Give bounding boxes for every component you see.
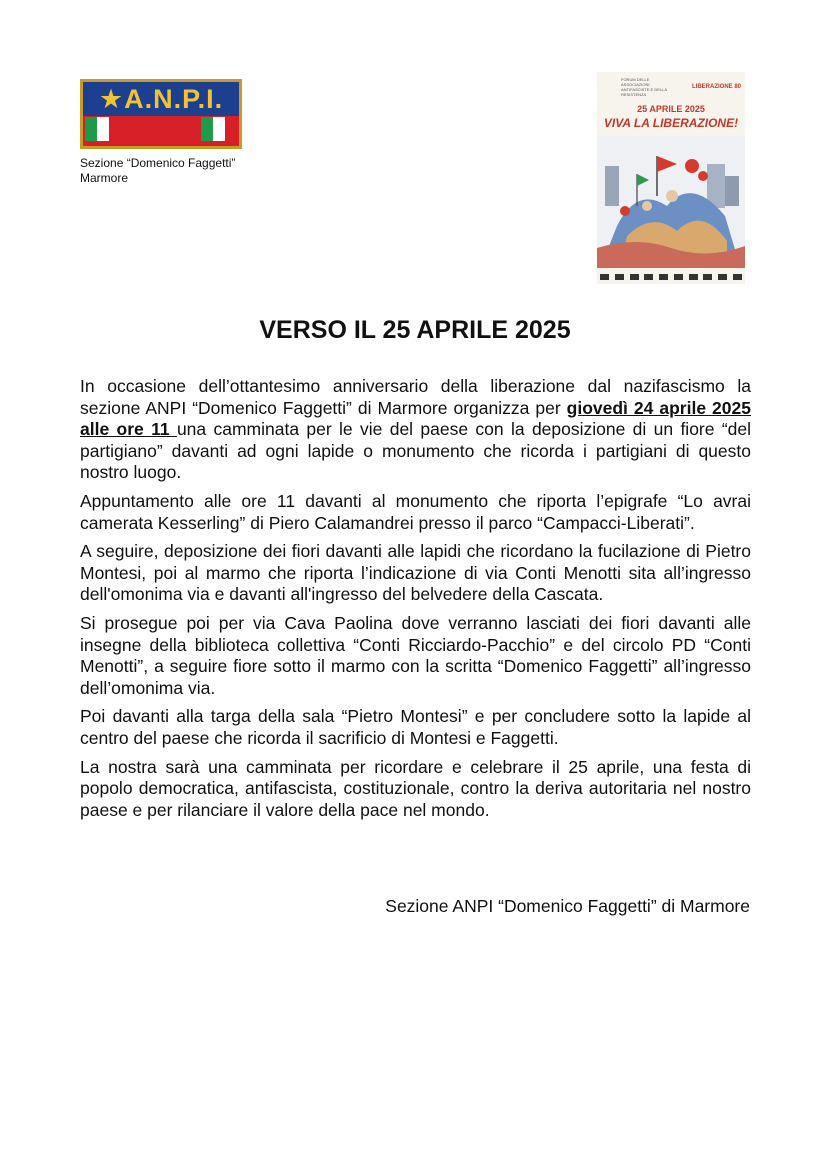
sponsor-logo-icon [689, 274, 698, 280]
anpi-logo [80, 79, 242, 149]
sponsor-logo-icon [659, 274, 668, 280]
paragraph-6: La nostra sarà una camminata per ricordare e celebrare il 25 aprile, una festa di popolo democratica, antifascista, costituzionale, contro la deriva autoritaria nel nostro paese e per rilanciare il valore della pace nel mondo. [80, 756, 751, 820]
paragraph-2: Appuntamento alle ore 11 davanti al monumento che riporta l’epigrafe “Lo avrai camerata Kesserling” di Piero Calamandrei presso il parco “Campacci-Liberati”. [80, 490, 751, 533]
liberation-poster [597, 72, 745, 284]
signature: Sezione ANPI “Domenico Faggetti” di Marmore [385, 896, 750, 916]
poster-slogan: VIVA LA LIBERAZIONE! [603, 116, 739, 130]
paragraph-5: Poi davanti alla targa della sala “Pietro Montesi” e per concludere sotto la lapide al centro del paese che ricorda il sacrificio di Montesi e Faggetti. [80, 706, 751, 748]
section-name [80, 156, 235, 186]
sponsor-logo-icon [644, 274, 653, 280]
anpi-logo-band [83, 82, 239, 116]
poster-sponsor-logos [600, 274, 742, 280]
sponsor-logo-icon [630, 274, 639, 280]
paragraph-4: Si prosegue poi per via Cava Paolina dove verranno lasciati dei fiori davanti alle insegne della biblioteca collettiva “Conti Ricciardo-Pacchio” e del circolo PD “Conti Menotti”, a seguire fiore sotto il marmo con la scritta “Domenico Faggetti” all’ingresso dell’omonima via. [80, 612, 751, 698]
poster-header [601, 76, 741, 98]
sponsor-logo-icon [615, 274, 624, 280]
star-icon: ★ [98, 84, 125, 114]
italian-flag-icon [201, 117, 237, 141]
sponsor-logo-icon [600, 274, 609, 280]
paragraph-3: A seguire, deposizione dei fiori davanti alle lapidi che ricordano la fucilazione di Pietro Montesi, poi al marmo che riporta l’indicazione di via Conti Menotti sita all’ingresso dell'omonima via e davanti all'ingresso del belvedere della Cascata. [80, 541, 751, 605]
sponsor-logo-icon [703, 274, 712, 280]
anpi-logo-text: A.N.P.I. [124, 84, 224, 114]
paragraph-1-text-end: una camminata per le vie del paese con la deposizione di un fiore “del partigiano” davanti ad ogni lapide o monumento che ricorda i partigiani di questo nostro luogo. [80, 419, 752, 483]
poster-badge: LIBERAZIONE 80 [691, 84, 741, 90]
paragraph-1 [80, 376, 751, 484]
poster-illustration [597, 136, 745, 268]
event-date-highlight: giovedì 24 aprile 2025 alle ore 11 [80, 397, 751, 440]
sponsor-logo-icon [718, 274, 727, 280]
poster-forum-text: FORUM DELLE ASSOCIAZIONI ANTIFASCISTE E DELLA RESISTENZA [621, 77, 667, 97]
section-name-line1: Sezione “Domenico Faggetti” [80, 156, 236, 170]
poster-date: 25 APRILE 2025 [637, 104, 705, 114]
italian-flag-icon [85, 117, 121, 141]
paragraph-1-text: In occasione dell’ottantesimo anniversario della liberazione dal nazifascismo la sezione ANPI “Domenico Faggetti” di Marmore organizza per [80, 376, 751, 418]
document-body [80, 376, 751, 828]
sponsor-logo-icon [674, 274, 683, 280]
page-title: VERSO IL 25 APRILE 2025 [259, 316, 571, 344]
section-name-line2: Marmore [80, 171, 129, 185]
sponsor-logo-icon [733, 274, 742, 280]
